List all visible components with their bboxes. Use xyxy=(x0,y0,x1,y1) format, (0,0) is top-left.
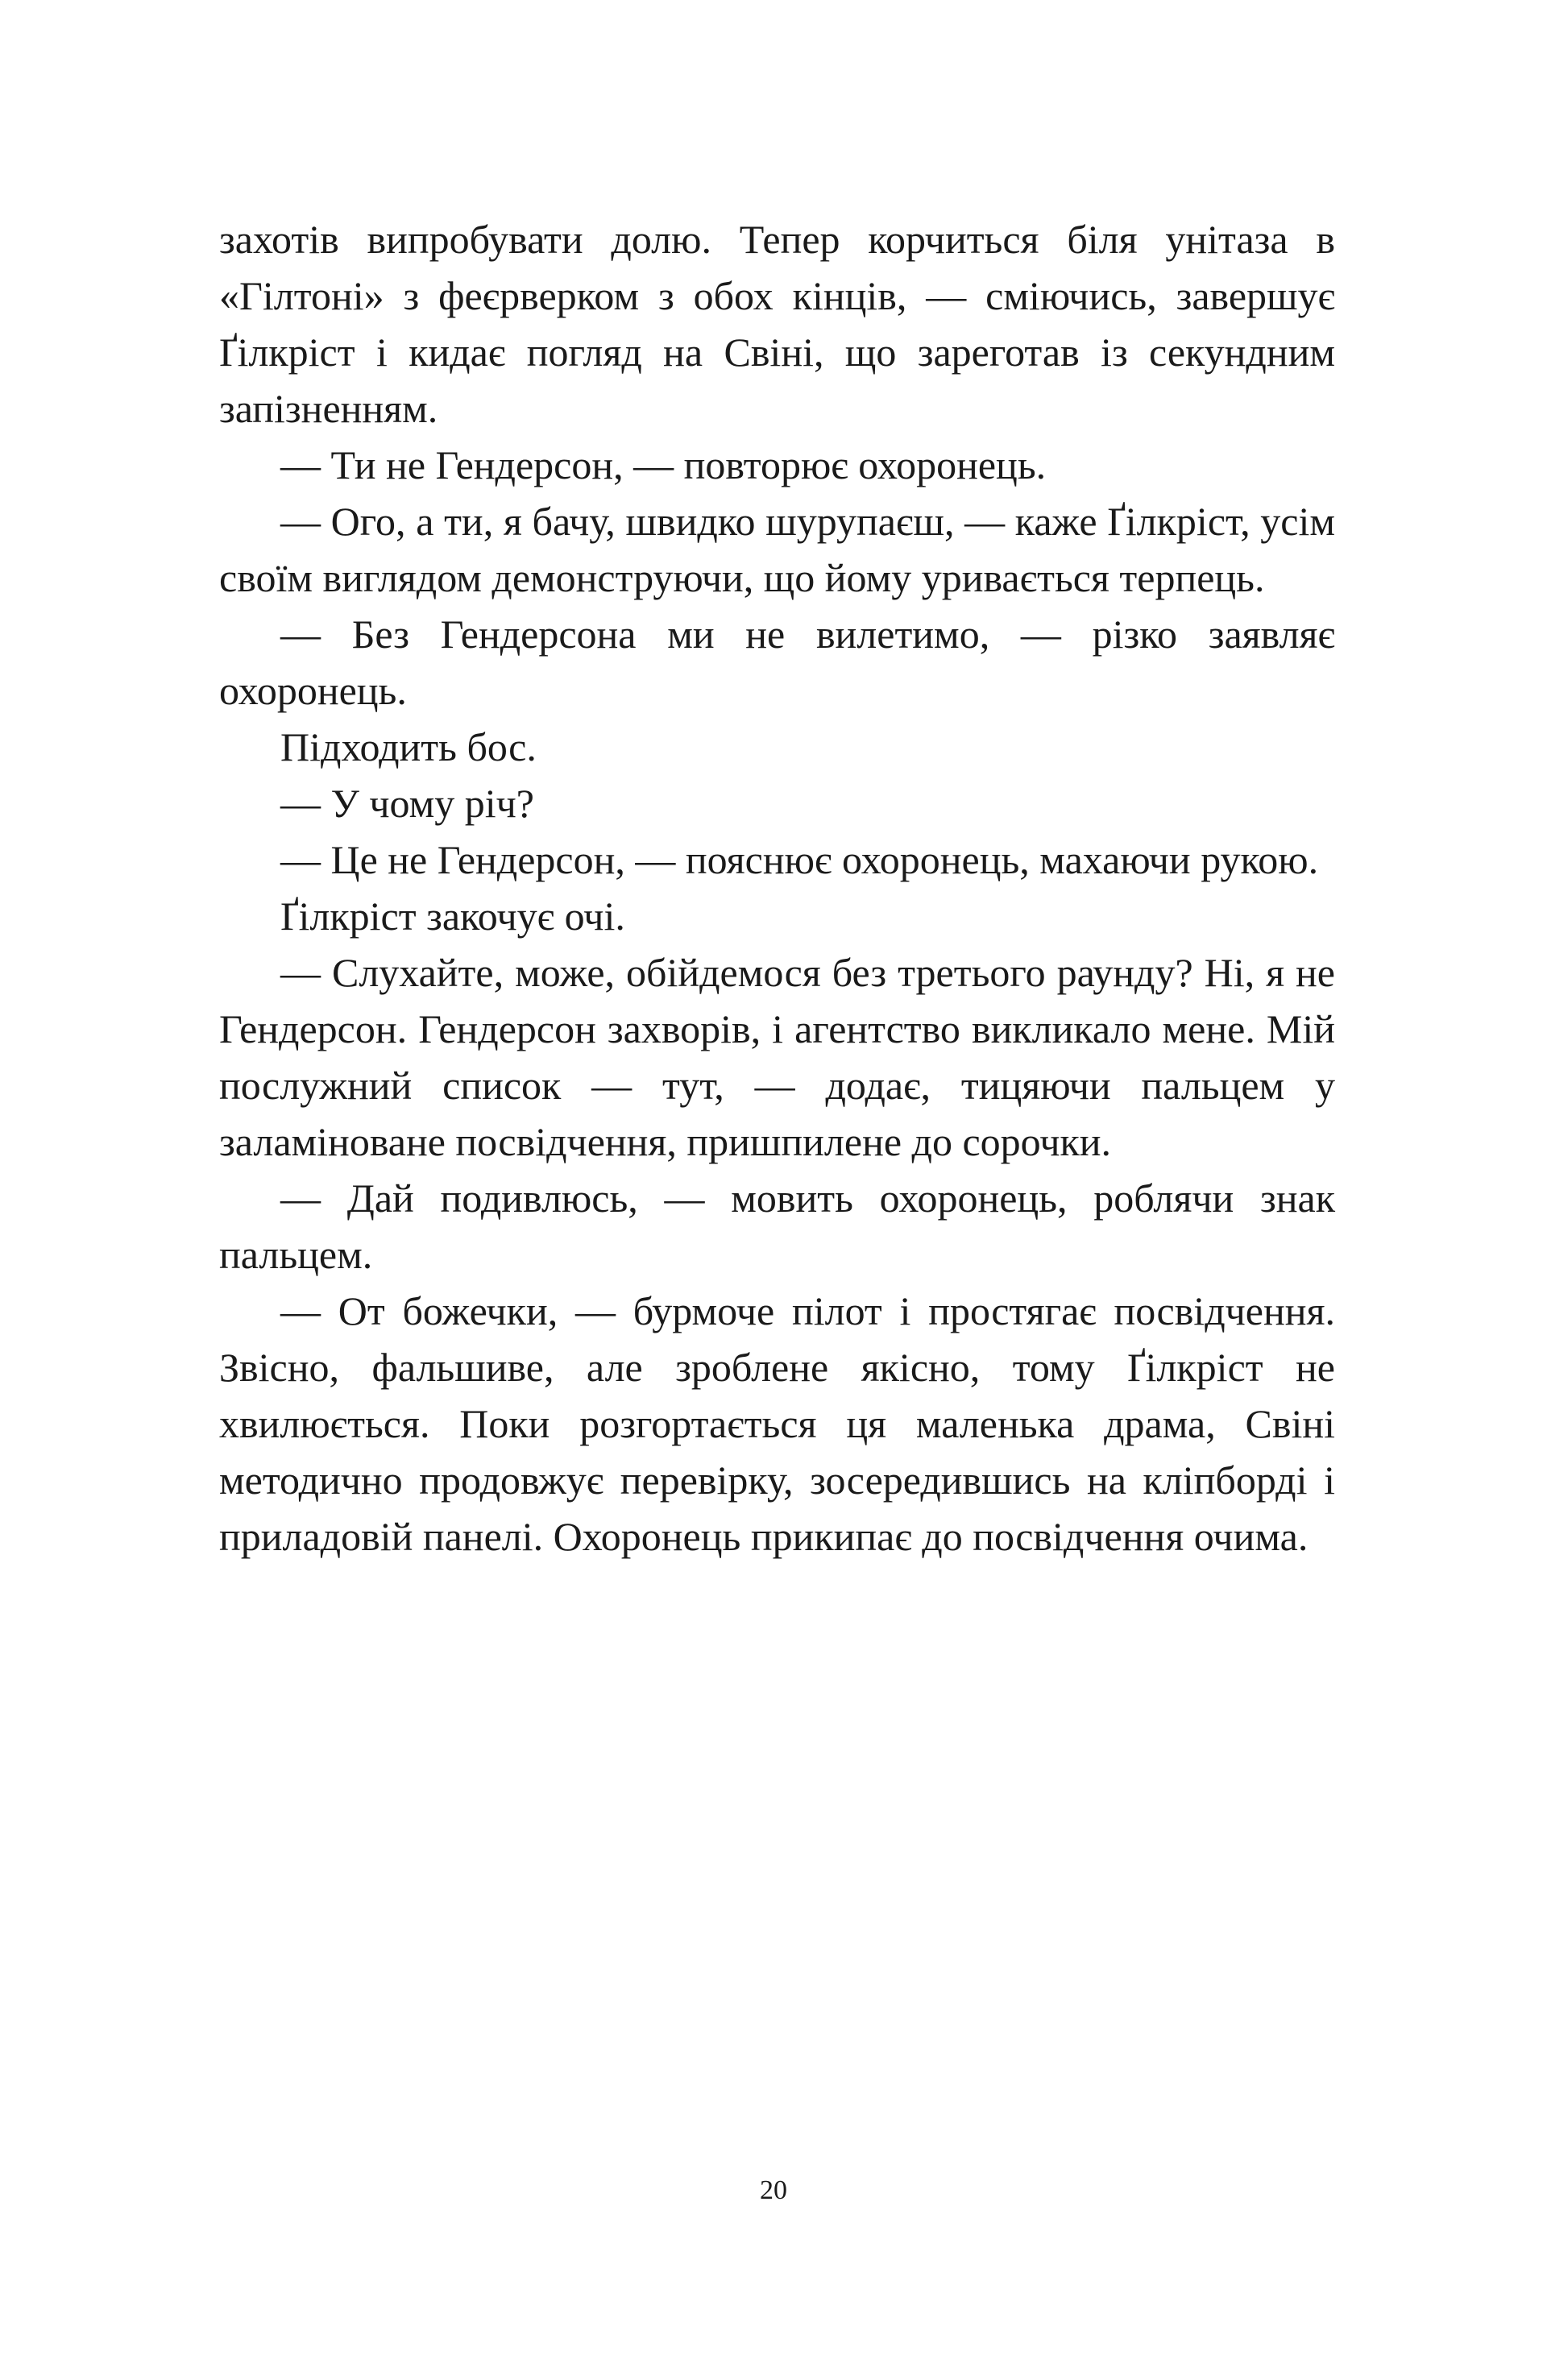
paragraph-11: — От божечки, — бурмоче пілот і простягає посвідчення. Звісно, фальшиве, але зроблене якісно, тому Ґілкріст не хвилюється. Поки розгортається ця маленька драма, Свіні методично продовжує перевірку, зосередившись на кліпборді і приладовій панелі. Охоронець прикипає до посвідчення очима. xyxy=(219,1288,1335,1559)
page-text xyxy=(219,211,1335,1565)
paragraph-4: — Без Гендерсона ми не вилетимо, — різко заявляє охоронець. xyxy=(219,612,1335,713)
paragraph-8: Ґілкріст закочує очі. xyxy=(280,894,625,939)
paragraph-5: Підходить бос. xyxy=(280,724,537,769)
page-number: 20 xyxy=(760,2175,787,2205)
paragraph-9: — Слухайте, може, обійдемося без третього раунду? Ні, я не Гендерсон. Гендерсон захворів, і агентство викликало мене. Мій послужний список — тут, — додає, тицяючи пальцем у заламіноване посвідчення, пришпилене до сорочки. xyxy=(219,950,1335,1164)
paragraph-1: захотів випробувати долю. Тепер корчиться біля унітаза в «Гілтоні» з феєрверком з обох кінців, — сміючись, завершує Ґілкріст і кидає погляд на Свіні, що зареготав із секундним запізненням. xyxy=(219,217,1335,431)
paragraph-7: — Це не Гендерсон, — пояснює охоронець, махаючи рукою. xyxy=(280,837,1319,882)
paragraph-6: — У чому річ? xyxy=(280,781,534,826)
paragraph-2: — Ти не Гендерсон, — повторює охоронець. xyxy=(280,442,1047,487)
paragraph-10: — Дай подивлюсь, — мовить охоронець, роблячи знак пальцем. xyxy=(219,1175,1335,1277)
paragraph-3: — Ого, а ти, я бачу, швидко шурупаєш, — каже Ґілкріст, усім своїм виглядом демонструючи, що йому уривається терпець. xyxy=(219,499,1335,600)
